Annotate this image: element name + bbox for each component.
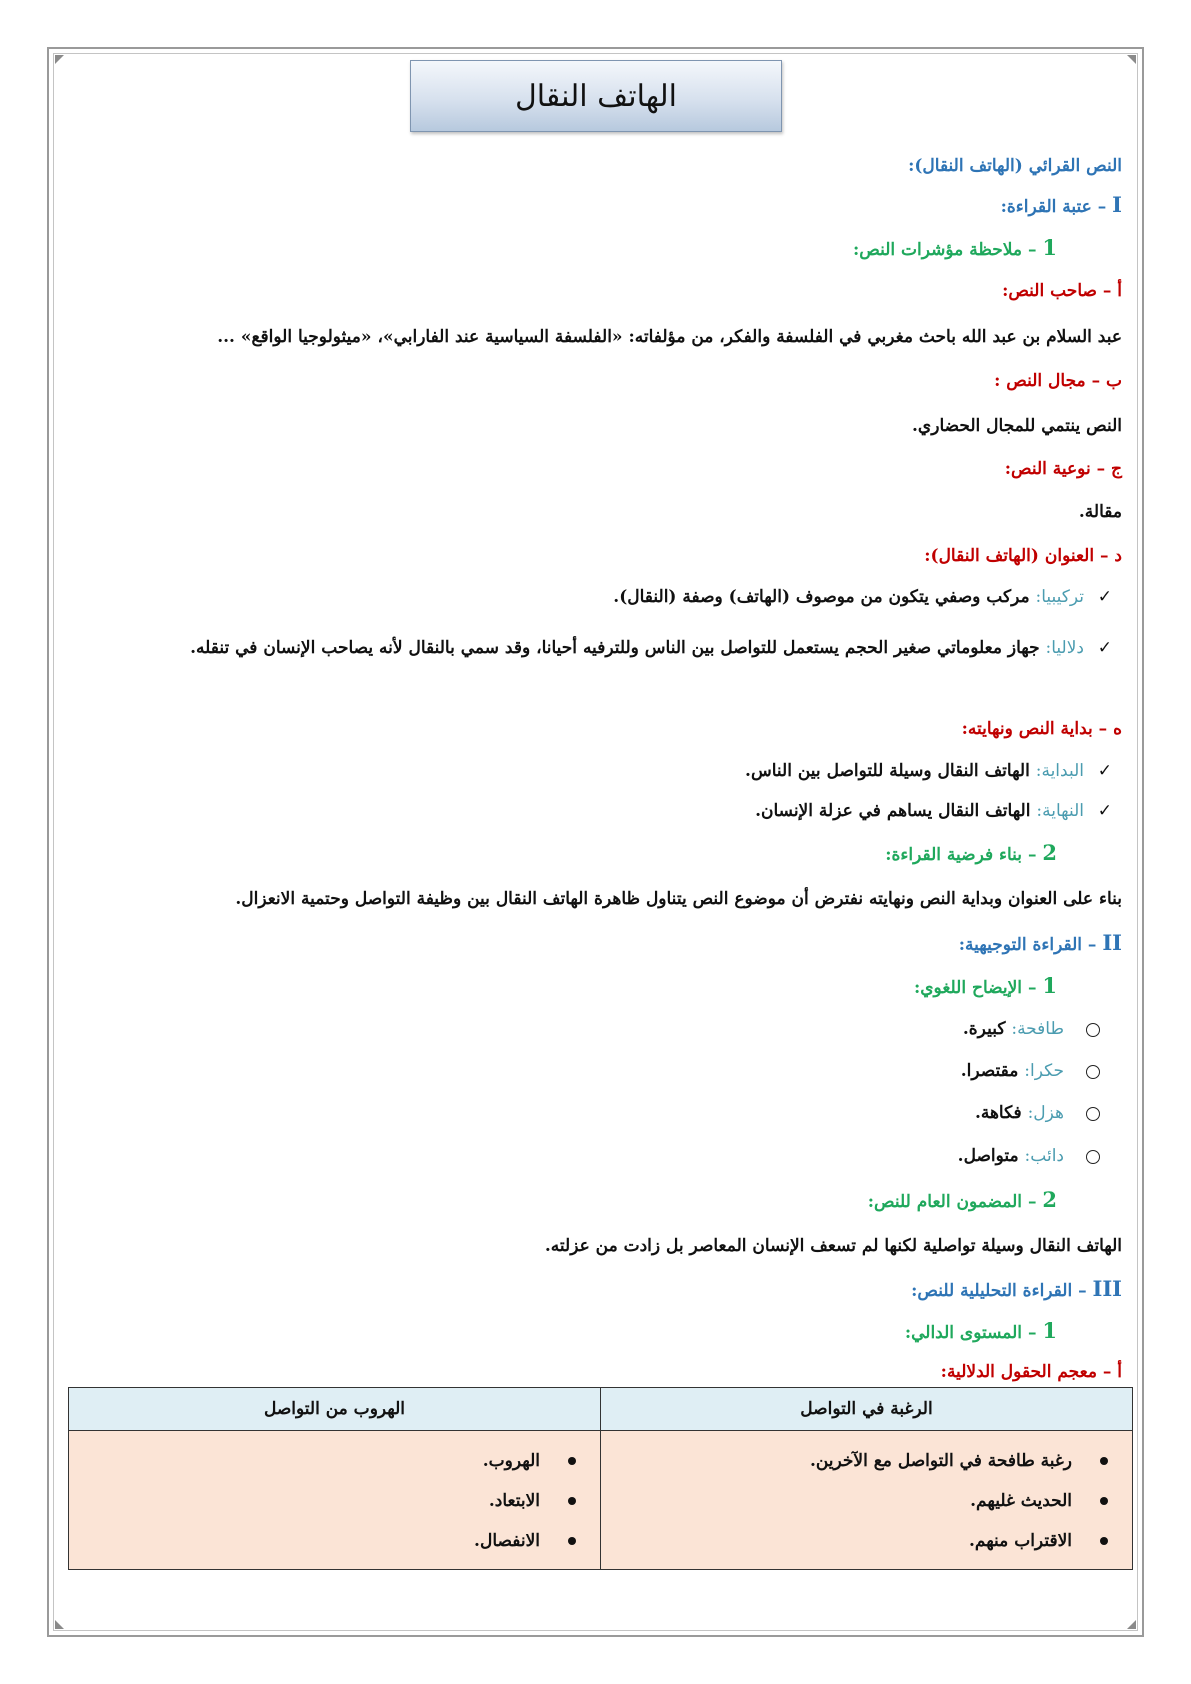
section-heading-guided-reading xyxy=(70,930,1122,958)
corner-ornament-top-left xyxy=(55,55,64,64)
table-cell-escape xyxy=(69,1431,601,1570)
item-text: مركب وصفي يتكون من موصوف (الهاتف) وصفة (النقال). xyxy=(613,587,1036,607)
subsection-title: – المستوى الدالي: xyxy=(904,1323,1043,1343)
subsection-heading-semantic-level xyxy=(70,1318,1122,1346)
subsection-number: 2 xyxy=(1042,840,1057,865)
corner-ornament-bottom-right xyxy=(1127,1620,1136,1629)
hypothesis-paragraph: بناء على العنوان وبداية النص ونهايته نفترض أن موضوع النص يتناول ظاهرة الهاتف النقال بين وظيفة التواصل وحتمية الانعزال. xyxy=(235,889,1122,909)
circle-bullet-icon xyxy=(1086,1065,1100,1079)
subsection-heading-hypothesis xyxy=(70,840,1122,868)
section-title: – القراءة التوجيهية: xyxy=(958,935,1103,955)
vocab-word: هزل: xyxy=(1027,1103,1064,1123)
section-heading-reading-threshold xyxy=(70,192,1122,220)
vocab-word: حكرا: xyxy=(1024,1061,1064,1081)
item-key: دلاليا: xyxy=(1045,638,1084,658)
subsection-title: – المضمون العام للنص: xyxy=(867,1192,1043,1212)
subsection-title: – بناء فرضية القراءة: xyxy=(885,845,1043,865)
item-key: تركيبيا: xyxy=(1035,587,1084,607)
item-heading-author: أ – صاحب النص: xyxy=(1002,281,1122,301)
bullet-icon xyxy=(568,1497,576,1505)
item-heading-start-end: ه – بداية النص ونهايته: xyxy=(961,719,1122,739)
vocab-item xyxy=(70,1143,1122,1169)
document-title: الهاتف النقال xyxy=(514,78,678,114)
checklist-item-semantic xyxy=(70,626,1122,670)
general-content-paragraph: الهاتف النقال وسيلة تواصلية لكنها لم تسعف الإنسان المعاصر بل زادت من عزلته. xyxy=(544,1236,1122,1256)
section-heading-analytical-reading xyxy=(70,1276,1122,1304)
item-text: جهاز معلوماتي صغير الحجم يستعمل للتواصل بين الناس وللترفيه أحيانا، وقد سمي بالنقال لأنه يصاحب الإنسان في تنقله. xyxy=(190,638,1046,658)
check-icon: ✓ xyxy=(1097,761,1112,781)
item-heading-field: ب – مجال النص : xyxy=(994,371,1122,391)
table-row xyxy=(69,1431,1133,1570)
checklist-item-end xyxy=(70,798,1122,824)
vocab-meaning: فكاهة. xyxy=(974,1103,1028,1123)
list-item xyxy=(69,1441,600,1481)
column-header-desire: الرغبة في التواصل xyxy=(601,1388,1133,1431)
list-item-text: الابتعاد. xyxy=(488,1491,540,1511)
vocab-meaning: كبيرة. xyxy=(962,1019,1012,1039)
title-box xyxy=(410,60,782,132)
checklist-item-start xyxy=(70,758,1122,784)
vocab-item xyxy=(70,1100,1122,1126)
list-item-text: الانفصال. xyxy=(474,1531,540,1551)
table-cell-desire xyxy=(601,1431,1133,1570)
section-number: I xyxy=(1112,192,1122,217)
section-number: II xyxy=(1102,930,1122,955)
subsection-number: 1 xyxy=(1042,235,1057,260)
vocab-meaning: متواصل. xyxy=(957,1146,1025,1166)
subsection-heading-vocabulary xyxy=(70,973,1122,1001)
vocab-word: دائب: xyxy=(1024,1146,1064,1166)
section-number: III xyxy=(1092,1276,1122,1301)
item-heading-title: د – العنوان (الهاتف النقال): xyxy=(924,546,1122,566)
bullet-icon xyxy=(1100,1497,1108,1505)
list-item xyxy=(601,1481,1132,1521)
corner-ornament-bottom-left xyxy=(55,1620,64,1629)
checklist-item-structural xyxy=(70,584,1122,610)
subsection-heading-indicators xyxy=(70,235,1122,263)
list-item-text: الهروب. xyxy=(482,1451,540,1471)
check-icon: ✓ xyxy=(1097,587,1112,607)
text-heading: النص القرائي (الهاتف النقال): xyxy=(908,156,1122,176)
column-header-escape: الهروب من التواصل xyxy=(69,1388,601,1431)
circle-bullet-icon xyxy=(1086,1150,1100,1164)
section-title: – عتبة القراءة: xyxy=(1000,197,1113,217)
table-header-row xyxy=(69,1388,1133,1431)
author-paragraph: عبد السلام بن عبد الله باحث مغربي في الفلسفة والفكر، من مؤلفاته: «الفلسفة السياسية عند الفارابي»، «ميثولوجيا الواقع» ... xyxy=(217,327,1122,347)
list-item xyxy=(601,1521,1132,1561)
list-item-text: رغبة طافحة في التواصل مع الآخرين. xyxy=(809,1451,1072,1471)
subsection-title: – ملاحظة مؤشرات النص: xyxy=(853,240,1043,260)
corner-ornament-top-right xyxy=(1127,55,1136,64)
list-item xyxy=(601,1441,1132,1481)
item-heading-type: ج – نوعية النص: xyxy=(1004,459,1122,479)
bullet-icon xyxy=(568,1457,576,1465)
vocab-item xyxy=(70,1016,1122,1042)
subsection-number: 1 xyxy=(1042,973,1057,998)
bullet-icon xyxy=(568,1537,576,1545)
list-item-text: الاقتراب منهم. xyxy=(968,1531,1072,1551)
list-item xyxy=(69,1521,600,1561)
subsection-heading-general-content xyxy=(70,1187,1122,1215)
item-text: الهاتف النقال يساهم في عزلة الإنسان. xyxy=(755,801,1037,821)
item-heading-semantic-fields: أ – معجم الحقول الدلالية: xyxy=(940,1362,1122,1382)
bullet-icon xyxy=(1100,1537,1108,1545)
semantic-fields-table xyxy=(68,1387,1133,1570)
check-icon: ✓ xyxy=(1097,801,1112,821)
list-item xyxy=(69,1481,600,1521)
subsection-number: 2 xyxy=(1042,1187,1057,1212)
bullet-icon xyxy=(1100,1457,1108,1465)
type-paragraph: مقالة. xyxy=(1078,502,1122,522)
field-paragraph: النص ينتمي للمجال الحضاري. xyxy=(912,416,1122,436)
list-item-text: الحديث غليهم. xyxy=(970,1491,1072,1511)
subsection-number: 1 xyxy=(1042,1318,1057,1343)
item-key: النهاية: xyxy=(1036,801,1084,821)
vocab-item xyxy=(70,1058,1122,1084)
section-title: – القراءة التحليلية للنص: xyxy=(911,1281,1093,1301)
item-key: البداية: xyxy=(1035,761,1084,781)
circle-bullet-icon xyxy=(1086,1023,1100,1037)
vocab-meaning: مقتصرا. xyxy=(960,1061,1025,1081)
vocab-word: طافحة: xyxy=(1011,1019,1064,1039)
check-icon: ✓ xyxy=(1097,638,1112,658)
item-text: الهاتف النقال وسيلة للتواصل بين الناس. xyxy=(745,761,1036,781)
circle-bullet-icon xyxy=(1086,1107,1100,1121)
subsection-title: – الإيضاح اللغوي: xyxy=(913,978,1043,998)
